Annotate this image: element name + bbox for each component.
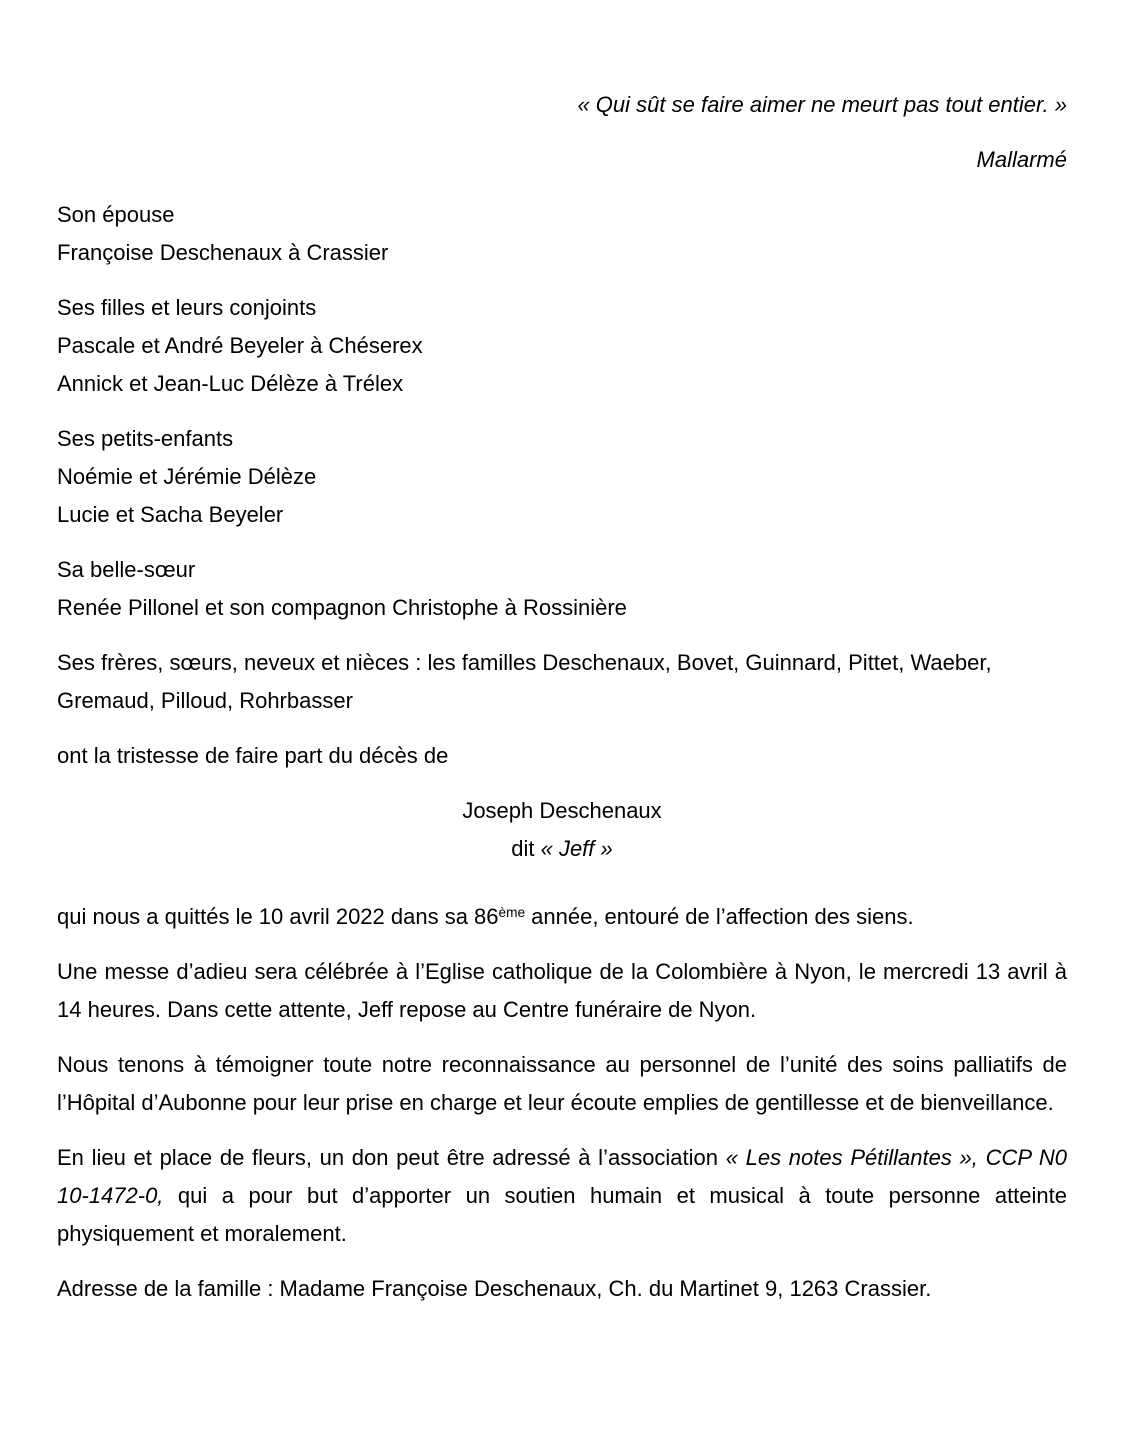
epigraph-quote: « Qui sût se faire aimer ne meurt pas tout entier. » — [577, 92, 1067, 117]
death-date-ordinal-suffix: ème — [498, 905, 526, 921]
family-member-line: Renée Pillonel et son compagnon Christophe à Rossinière — [57, 595, 627, 620]
family-group-sister-in-law — [57, 551, 1067, 627]
donation-paragraph — [57, 1139, 1067, 1253]
deceased-name-block — [57, 792, 1067, 868]
family-group-spouse — [57, 196, 1067, 272]
epigraph-author: Mallarmé — [976, 147, 1067, 172]
family-member-line: Annick et Jean-Luc Délèze à Trélex — [57, 371, 404, 396]
family-member-line: Françoise Deschenaux à Crassier — [57, 240, 389, 265]
family-group-title: Ses petits-enfants — [57, 426, 234, 451]
deceased-name: Joseph Deschenaux — [462, 798, 662, 823]
death-date-pre: qui nous a quittés le 10 avril 2022 dans sa 86 — [57, 904, 499, 929]
family-group-title: Sa belle-sœur — [57, 557, 196, 582]
family-group-daughters — [57, 289, 1067, 403]
thanks-paragraph: Nous tenons à témoigner toute notre reconnaissance au personnel de l’unité des soins palliatifs de l’Hôpital d’Aubonne pour leur prise en charge et leur écoute emplies de gentillesse et de bienveillance. — [57, 1052, 1067, 1115]
death-date-post: année, entouré de l’affection des siens. — [525, 904, 914, 929]
family-group-title: Ses filles et leurs conjoints — [57, 295, 317, 320]
family-member-line: Lucie et Sacha Beyeler — [57, 502, 284, 527]
family-group-grandchildren — [57, 420, 1067, 534]
donation-account-number: CCP N0 10-1472-0, — [57, 1145, 1068, 1208]
ceremony-paragraph: Une messe d’adieu sera célébrée à l’Eglise catholique de la Colombière à Nyon, le mercredi 13 avril à 14 heures. Dans cette attente, Jeff repose au Centre funéraire de Nyon. — [57, 959, 1067, 1022]
family-address-paragraph: Adresse de la famille : Madame Françoise Deschenaux, Ch. du Martinet 9, 1263 Crassier. — [57, 1276, 932, 1301]
donation-association-name: « Les notes Pétillantes », — [725, 1145, 986, 1170]
family-group-title: Son épouse — [57, 202, 175, 227]
relatives-paragraph: Ses frères, sœurs, neveux et nièces : les familles Deschenaux, Bovet, Guinnard, Pittet, Waeber, Gremaud, Pilloud, Rohrbasser — [57, 650, 992, 713]
donation-purpose: qui a pour but d’apporter un soutien humain et musical à toute personne atteinte physiquement et moralement. — [57, 1183, 1067, 1246]
death-date-line — [57, 898, 1067, 936]
deceased-nickname-prefix: dit — [511, 836, 541, 861]
announcement-lead: ont la tristesse de faire part du décès de — [57, 743, 449, 768]
family-member-line: Pascale et André Beyeler à Chéserex — [57, 333, 423, 358]
donation-intro: En lieu et place de fleurs, un don peut être adressé à l’association — [57, 1145, 726, 1170]
family-member-line: Noémie et Jérémie Délèze — [57, 464, 317, 489]
deceased-nickname-line — [57, 830, 1067, 868]
deceased-nickname: « Jeff » — [540, 836, 613, 861]
